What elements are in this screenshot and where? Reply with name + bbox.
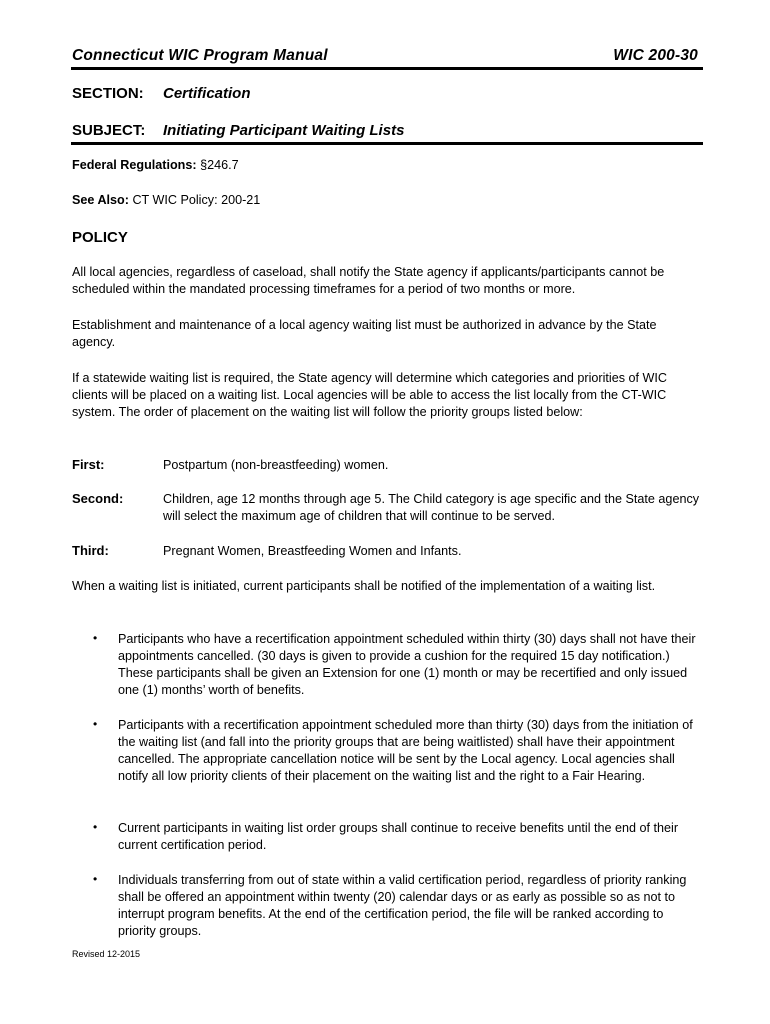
federal-regulations — [72, 157, 239, 174]
priority-text-second: Children, age 12 months through age 5. The Child category is age specific and the State agency will select the maximum age of children that will continue to be served. — [163, 492, 700, 523]
subject-rule — [71, 142, 703, 145]
policy-paragraph: Establishment and maintenance of a local agency waiting list must be authorized in advance by the State agency. — [72, 318, 657, 349]
subject-label: SUBJECT: — [72, 122, 146, 139]
bullet-icon: • — [93, 717, 98, 731]
policy-paragraph: If a statewide waiting list is required, the State agency will determine which categories and priorities of WIC clients will be placed on a waiting list. Local agencies will be able to access the list locally from the CT-WIC system. The order of placement on the waiting list will follow the priority groups listed below: — [72, 371, 667, 419]
bullet-icon: • — [93, 631, 98, 645]
priority-label-third: Third: — [72, 543, 109, 558]
bullet-item: Individuals transferring from out of state within a valid certification period, regardless of priority ranking shall be offered an appointment within twenty (20) calendar days or as early as possible so as not to interrupt program benefits. At the end of the certification period, the file will be ranked according to priority groups. — [118, 873, 687, 938]
waiting-list-intro: When a waiting list is initiated, current participants shall be notified of the implementation of a waiting list. — [72, 579, 656, 593]
priority-label-second: Second: — [72, 491, 124, 506]
section-value: Certification — [163, 85, 251, 102]
revised-date: Revised 12-2015 — [72, 949, 141, 959]
policy-code: WIC 200-30 — [613, 47, 698, 64]
policy-heading: POLICY — [72, 229, 128, 246]
federal-regulations-value: §246.7 — [200, 158, 239, 172]
subject-value: Initiating Participant Waiting Lists — [163, 122, 405, 139]
bullet-item: Participants who have a recertification appointment scheduled within thirty (30) days shall not have their appointments cancelled. (30 days is given to provide a cushion for the required 15 day notification.) These participants shall be given an Extension for one (1) month or may be recertified and only issued one (1) months’ worth of benefits. — [118, 632, 696, 697]
bullet-icon: • — [93, 872, 98, 886]
priority-label-first: First: — [72, 457, 105, 472]
see-also-label: See Also: — [72, 193, 129, 207]
bullet-item: Current participants in waiting list order groups shall continue to receive benefits until the end of their current certification period. — [118, 821, 679, 852]
see-also — [72, 192, 260, 209]
priority-text-third: Pregnant Women, Breastfeeding Women and Infants. — [163, 544, 462, 558]
header-rule — [71, 67, 703, 70]
bullet-item: Participants with a recertification appointment scheduled more than thirty (30) days from the initiation of the waiting list (and fall into the priority groups that are being waitlisted) shall have their appointment cancelled. The appropriate cancellation notice will be sent by the Local agency. Local agencies shall notify all low priority clients of their placement on the waiting list and the right to a Fair Hearing. — [118, 718, 693, 783]
federal-regulations-label: Federal Regulations: — [72, 158, 197, 172]
section-label: SECTION: — [72, 85, 144, 102]
priority-text-first: Postpartum (non-breastfeeding) women. — [163, 458, 389, 472]
see-also-value: CT WIC Policy: 200-21 — [132, 193, 261, 207]
bullet-icon: • — [93, 820, 98, 834]
policy-paragraph: All local agencies, regardless of caseload, shall notify the State agency if applicants/participants cannot be scheduled within the mandated processing timeframes for a period of two months or more. — [72, 265, 665, 296]
manual-title: Connecticut WIC Program Manual — [72, 47, 328, 64]
